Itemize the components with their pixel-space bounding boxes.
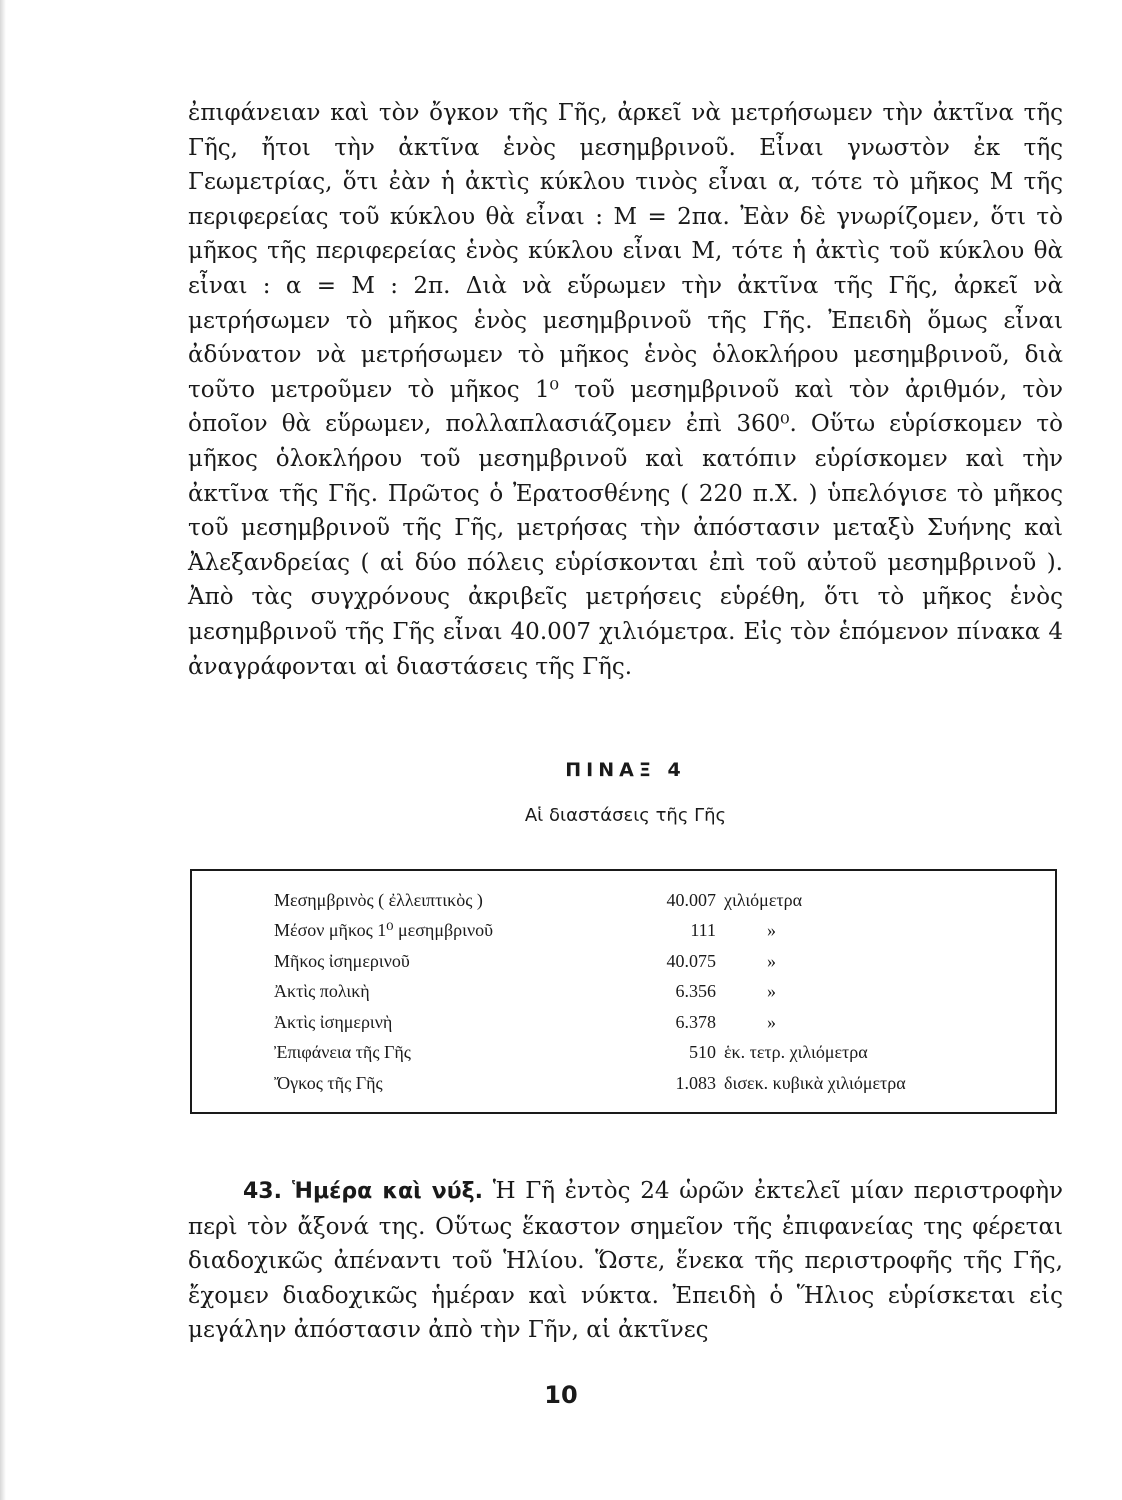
table-row [274,946,987,977]
row-value: 40.007 [666,889,716,910]
row-value: 510 [689,1042,716,1063]
section-text: Ἡ Γῆ ἐντὸς 24 ὡρῶν ἐκτελεῖ μίαν περιστροφὴν περὶ τὸν ἄξονά της. Οὕτως ἕκαστον σημεῖον τῆς ἐπιφανείας της φέρεται διαδοχικῶς ἀπέναντι τοῦ Ἡλίου. Ὥστε, ἕνεκα τῆς περιστροφῆς τῆς Γῆς, ἔχομεν διαδοχικῶς ἡμέραν καὶ νύκτα. Ἐπειδὴ ὁ Ἥλιος εὑρίσκεται εἰς μεγάλην ἀπόστασιν ἀπὸ τὴν Γῆν, αἱ ἀκτῖνες [188,1178,1064,1344]
row-unit: χιλιόμετρα [724,889,803,910]
table-row [274,1038,987,1069]
dimensions-table-frame [190,869,1057,1114]
row-value: 6.378 [675,1011,716,1032]
page-edge-shadow [0,0,6,1500]
row-label: Ἀκτὶς πολικὴ [274,981,370,1002]
row-label: Ἀκτὶς ἰσημερινὴ [274,1011,393,1032]
row-unit: ἑκ. τετρ. χιλιόμετρα [724,1042,868,1063]
row-unit: δισεκ. κυβικὰ χιλιόμετρα [724,1072,906,1093]
row-label: Ὄγκος τῆς Γῆς [274,1072,383,1093]
row-label: Ἐπιφάνεια τῆς Γῆς [274,1042,411,1063]
row-unit: » [767,920,776,941]
body-paragraph: ἐπιφάνειαν καὶ τὸν ὄγκον τῆς Γῆς, ἀρκεῖ νὰ μετρήσωμεν τὴν ἀκτῖνα τῆς Γῆς, ἤτοι τὴν ἀκτῖνα ἑνὸς μεσημβρινοῦ. Εἶναι γνωστὸν ἐκ τῆς Γεωμετρίας, ὅτι ἐὰν ἡ ἀκτὶς κύκλου τινὸς εἶναι α, τότε τὸ μῆκος Μ τῆς περιφερείας τοῦ κύκλου θὰ εἶναι : Μ = 2πα. Ἐὰν δὲ γνωρίζομεν, ὅτι τὸ μῆκος τῆς περιφερείας ἑνὸς κύκλου εἶναι Μ, τότε ἡ ἀκτὶς τοῦ κύκλου θὰ εἶναι : α = Μ : 2π. Διὰ νὰ εὕρωμεν τὴν ἀκτῖνα τῆς Γῆς, ἀρκεῖ νὰ μετρήσωμεν τὸ μῆκος ἑνὸς μεσημβρινοῦ τῆς Γῆς. Ἐπειδὴ ὅμως εἶναι ἀδύνατον νὰ μετρήσωμεν τὸ μῆκος ἑνὸς ὁλοκλήρου μεσημβρινοῦ, διὰ τοῦτο μετροῦμεν τὸ μῆκος 1⁰ τοῦ μεσημβρινοῦ καὶ τὸν ἀριθμόν, τὸν ὁποῖον θὰ εὕρωμεν, πολλαπλασιάζομεν ἐπὶ 360⁰. Οὕτω εὑρίσκομεν τὸ μῆκος ὁλοκλήρου τοῦ μεσημβρινοῦ καὶ κατόπιν εὑρίσκομεν καὶ τὴν ἀκτῖνα τῆς Γῆς. Πρῶτος ὁ Ἐρατοσθένης ( 220 π.Χ. ) ὑπελόγισε τὸ μῆκος τοῦ μεσημβρινοῦ τῆς Γῆς, μετρήσας τὴν ἀπόστασιν μεταξὺ Συήνης καὶ Ἀλεξανδρείας ( αἱ δύο πόλεις εὑρίσκονται ἐπὶ τοῦ αὐτοῦ μεσημβρινοῦ ). Ἀπὸ τὰς συγχρόνους ἀκριβεῖς μετρήσεις εὑρέθη, ὅτι τὸ μῆκος ἑνὸς μεσημβρινοῦ τῆς Γῆς εἶναι 40.007 χιλιόμετρα. Εἰς τὸν ἑπόμενον πίνακα 4 ἀναγράφονται αἱ διαστάσεις τῆς Γῆς. [188,100,1063,680]
row-unit: » [767,981,776,1002]
row-value: 1.083 [675,1072,716,1093]
row-value: 40.075 [666,950,716,971]
row-value: 111 [690,920,716,941]
row-label: Μέσον μῆκος 1⁰ μεσημβρινοῦ [274,920,493,941]
table-row [274,1068,987,1099]
row-value: 6.356 [675,981,716,1002]
row-unit: » [767,1011,776,1032]
section-heading: 43. Ἡμέρα καὶ νύξ. [243,1179,483,1204]
table-row [274,916,987,947]
table-row [274,885,987,916]
table-subtitle: Αἱ διαστάσεις τῆς Γῆς [524,805,727,826]
row-label: Μεσημβρινὸς ( ἐλλειπτικὸς ) [274,889,483,910]
page-number: 10 [544,1381,578,1409]
row-label: Μῆκος ἰσημερινοῦ [274,950,410,971]
dimensions-table [274,885,987,1099]
table-row [274,1007,987,1038]
table-row [274,977,987,1008]
table-title: ΠΙΝΑΞ 4 [565,759,686,781]
row-unit: » [767,950,776,971]
section-paragraph [188,1174,1063,1348]
